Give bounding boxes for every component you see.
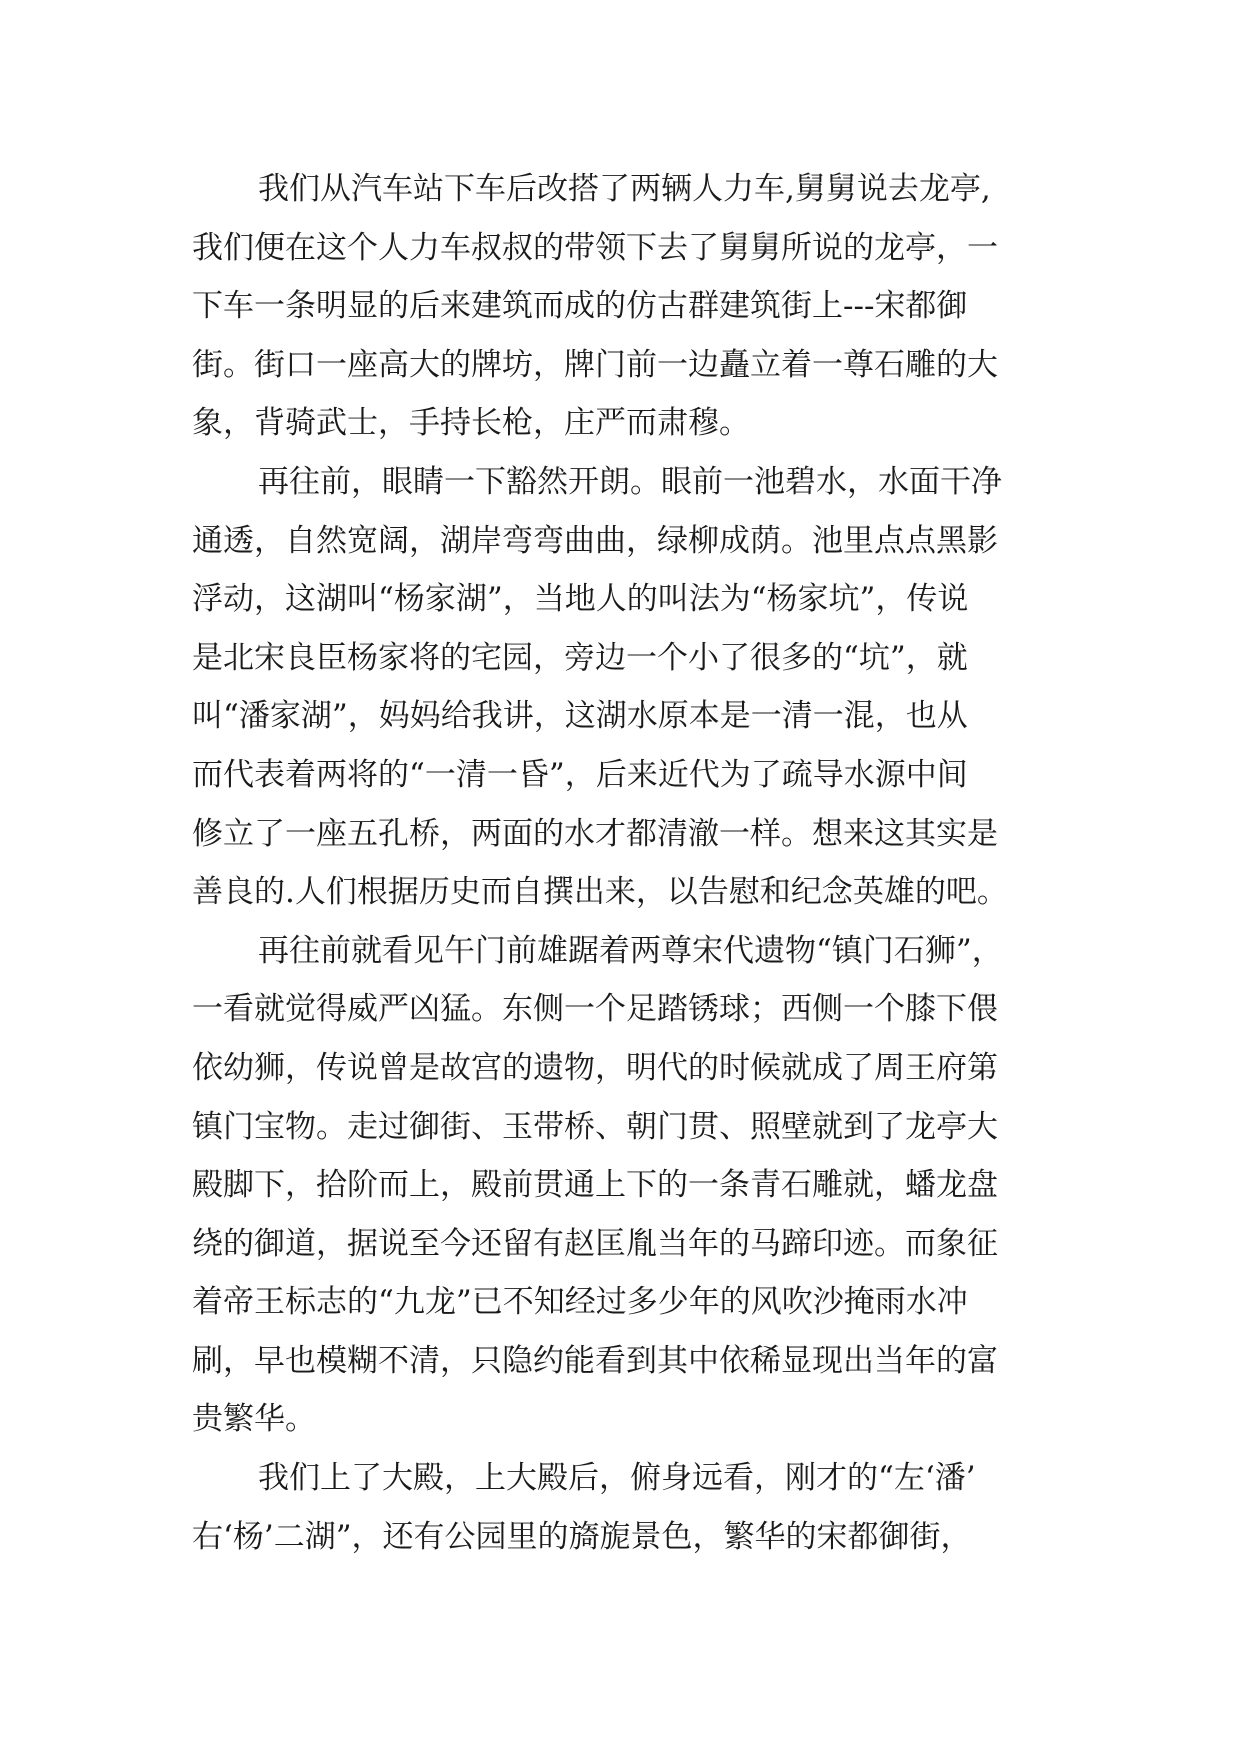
text-line: 殿脚下，拾阶而上，殿前贯通上下的一条青石雕就，蟠龙盘	[192, 1167, 998, 1204]
text-line: 而代表着两将的“一清一昏”，后来近代为了疏导水源中间	[192, 756, 968, 793]
text-line: 街。街口一座高大的牌坊，牌门前一边矗立着一尊石雕的大	[192, 346, 998, 383]
text-line: 是北宋良臣杨家将的宅园，旁边一个小了很多的“坑”，就	[192, 639, 968, 676]
text-line: 叫“潘家湖”，妈妈给我讲，这湖水原本是一清一混，也从	[192, 698, 968, 735]
paragraph-1	[192, 160, 1072, 453]
text-line: 依幼狮，传说曾是故宫的遗物，明代的时候就成了周王府第	[192, 1049, 998, 1086]
paragraph-4	[192, 1449, 1072, 1566]
text-line: 镇门宝物。走过御街、玉带桥、朝门贯、照壁就到了龙亭大	[192, 1108, 998, 1145]
text-line: 刷，早也模糊不清，只隐约能看到其中依稀显现出当年的富	[192, 1342, 998, 1379]
text-line: 我们便在这个人力车叔叔的带领下去了舅舅所说的龙亭，一	[192, 229, 998, 266]
text-line: 我们从汽车站下车后改搭了两辆人力车,舅舅说去龙亭,	[258, 171, 991, 207]
text-line: 再往前，眼睛一下豁然开朗。眼前一池碧水，水面干净	[258, 463, 1002, 500]
text-line: 善良的.人们根据历史而自撰出来，以告慰和纪念英雄的吧。	[192, 874, 1008, 911]
text-line: 绕的御道，据说至今还留有赵匡胤当年的马蹄印迹。而象征	[192, 1225, 998, 1262]
text-line: 修立了一座五孔桥，两面的水才都清澈一样。想来这其实是	[192, 815, 998, 852]
text-line: 贵繁华。	[192, 1401, 316, 1438]
body-text	[192, 160, 1072, 1566]
paragraph-3	[192, 922, 1072, 1449]
text-line: 右‘杨’二湖”，还有公园里的旖旎景色，繁华的宋都御街，	[192, 1518, 972, 1555]
text-line: 着帝王标志的“九龙”已不知经过多少年的风吹沙掩雨水冲	[192, 1284, 968, 1321]
paragraph-2	[192, 453, 1072, 922]
text-line: 下车一条明显的后来建筑而成的仿古群建筑街上---宋都御	[192, 288, 968, 325]
text-line: 浮动，这湖叫“杨家湖”，当地人的叫法为“杨家坑”，传说	[192, 581, 969, 618]
text-line: 我们上了大殿，上大殿后，俯身远看，刚才的“左‘潘’	[258, 1460, 976, 1497]
text-line: 通透，自然宽阔，湖岸弯弯曲曲，绿柳成荫。池里点点黑影	[192, 522, 998, 559]
text-line: 象，背骑武士，手持长枪，庄严而肃穆。	[192, 405, 750, 442]
text-line: 一看就觉得威严凶猛。东侧一个足踏锈球；西侧一个膝下偎	[192, 991, 998, 1028]
text-line: 再往前就看见午门前雄踞着两尊宋代遗物“镇门石狮”，	[258, 932, 1003, 969]
